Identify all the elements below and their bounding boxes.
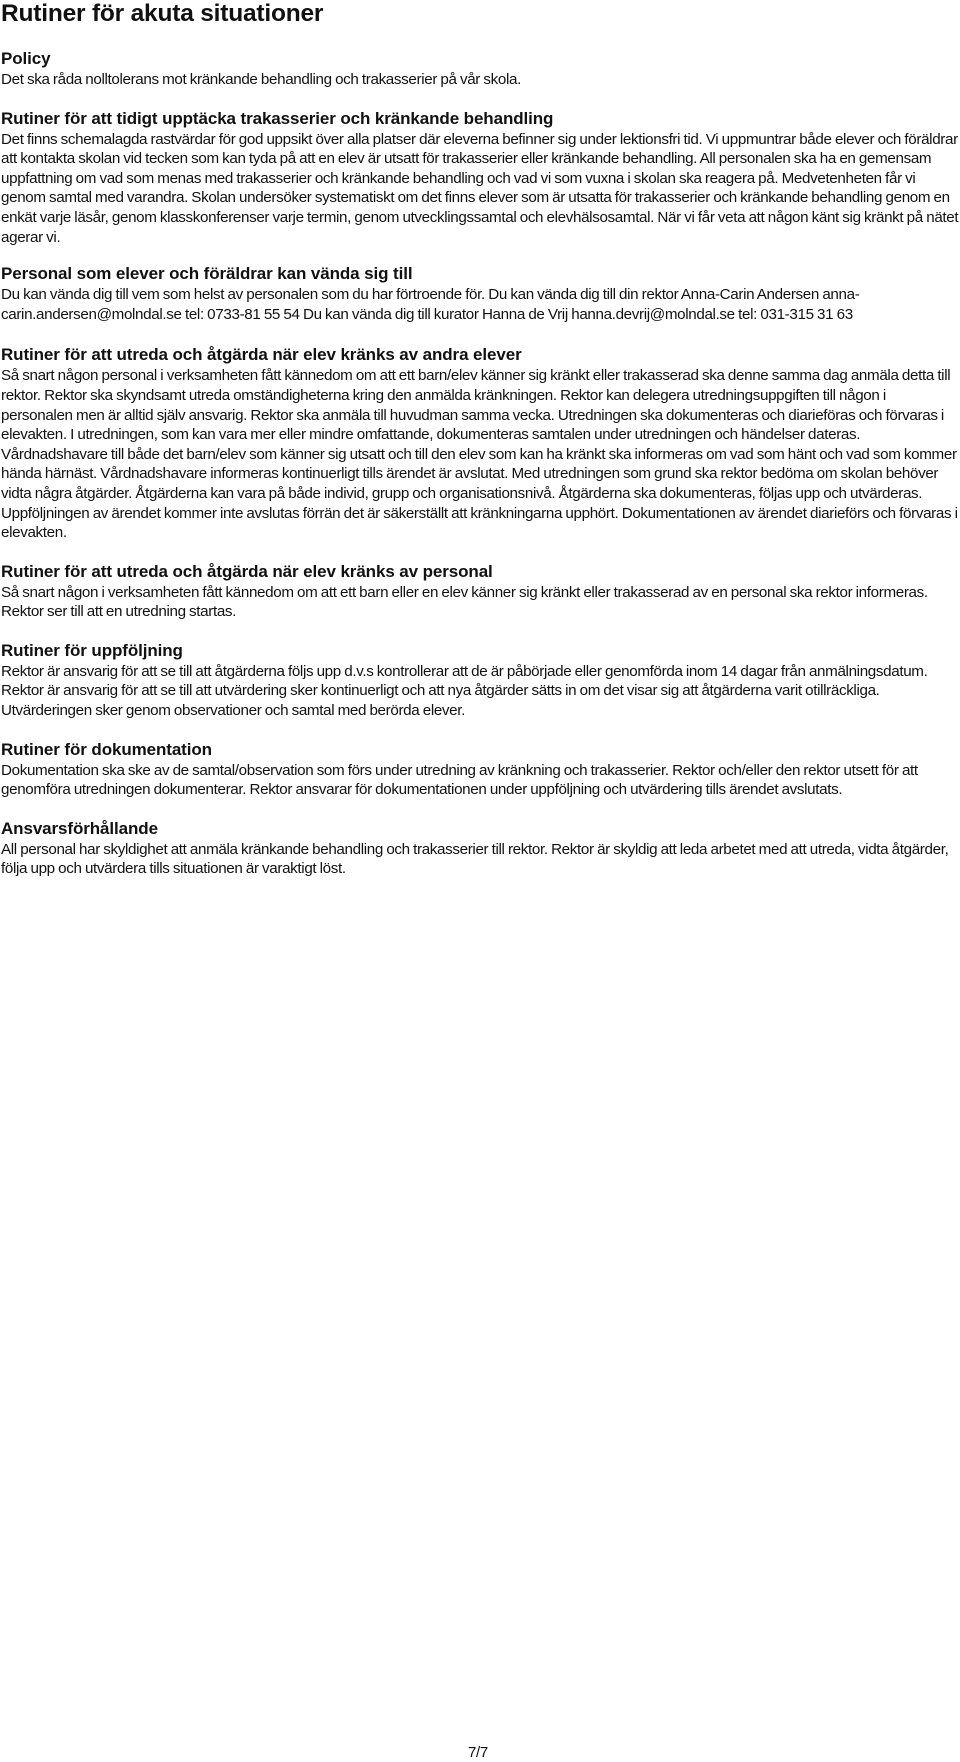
section-student-offended-by-students	[1, 324, 959, 542]
section-contact-staff	[1, 247, 959, 324]
section-body-follow-up: Rektor är ansvarig för att se till att åtgärderna följs upp d.v.s kontrollerar att de är påbörjade eller genomförda inom 14 dagar från anmälningsdatum. Rektor är ansvarig för att se till att utvärdering sker kontinuerligt och att nya åtgärder sätts in om det visar sig att åtgärderna varit otillräckliga. Utvärderingen sker genom observationer och samtal med berörda elever.	[1, 662, 928, 720]
section-body-policy: Det ska råda nolltolerans mot kränkande behandling och trakasserier på vår skola.	[1, 71, 521, 88]
section-heading-documentation: Rutiner för dokumentation	[1, 739, 212, 759]
section-body-contact-staff: Du kan vända dig till vem som helst av personalen som du har förtroende för. Du kan vända dig till din rektor Anna-Carin Andersen anna-carin.andersen@molndal.se tel: 0733-81 55 54 Du kan vända dig till kurator Hanna de Vrij hanna.devrij@molndal.se tel: 031-315 31 63	[1, 286, 860, 323]
section-follow-up	[1, 622, 959, 721]
section-documentation	[1, 721, 959, 800]
section-heading-follow-up: Rutiner för uppföljning	[1, 640, 183, 660]
section-policy	[1, 28, 959, 90]
section-body-early-detection: Det finns schemalagda rastvärdar för god uppsikt över alla platser där eleverna befinner sig under lektionsfri tid. Vi uppmuntrar både elever och föräldrar att kontakta skolan vid tecken som kan tyda på att en elev är utsatt för trakasserier eller kränkande behandling. All personalen ska ha en gemensam uppfattning om vad som menas med trakasserier och kränkande behandling och vad vi som vuxna i skolan ska reagera på. Medvetenheten får vi genom samtal med varandra. Skolan undersöker systematiskt om det finns elever som är utsatta för trakasserier och kränkande behandling genom en enkät varje läsår, genom klasskonferenser varje termin, genom utvecklingssamtal och elevhälsosamtal. När vi får veta att någon känt sig kränkt på nätet agerar vi.	[1, 130, 959, 246]
document-title: Rutiner för akuta situationer	[1, 0, 324, 27]
section-early-detection	[1, 90, 959, 248]
section-student-offended-by-staff	[1, 543, 959, 622]
section-heading-contact-staff: Personal som elever och föräldrar kan vända sig till	[1, 264, 413, 284]
section-body-documentation: Dokumentation ska ske av de samtal/observation som förs under utredning av kränkning och trakasserier. Rektor och/eller den rektor utsett för att genomföra utredningen dokumenterar. Rektor ansvarar för dokumentationen under uppföljning och utvärdering tills ärendet avslutats.	[1, 761, 918, 799]
section-heading-policy: Policy	[1, 49, 51, 68]
page-number: 7/7	[468, 1744, 488, 1761]
section-body-student-offended-by-students: Så snart någon personal i verksamheten fått kännedom om att ett barn/elev känner sig kränkt eller trakasserad ska denne samma dag anmäla detta till rektor. Rektor ska skyndsamt utreda omständigheterna kring den anmälda kränkningen. Rektor kan delegera utredningsuppgiften till någon i personalen men är alltid själv ansvarig. Rektor ska anmäla till huvudman samma vecka. Utredningen ska dokumenteras och diarieföras och förvaras i elevakten. I utredningen, som kan vara mer eller mindre omfattande, dokumenteras samtalen under utredningen och händelser dateras. Vårdnadshavare till både det barn/elev som känner sig utsatt och till den elev som kan ha kränkt ska informeras om vad som hänt och vad som kommer hända härnäst. Vårdnadshavare informeras kontinuerligt tills ärendet är avslutat. Med utredningen som grund ska rektor bedöma om skolan behöver vidta några åtgärder. Åtgärderna kan vara på både individ, grupp och organisationsnivå. Åtgärderna ska dokumenteras, följas upp och utvärderas. Uppföljningen av ärendet kommer inte avslutas förrän det är säkerställt att kränkningarna upphört. Dokumentationen av ärendet diarieförs och förvaras i elevakten.	[1, 367, 958, 542]
document-content	[0, 0, 959, 879]
section-heading-student-offended-by-staff: Rutiner för att utreda och åtgärda när elev kränks av personal	[1, 561, 493, 581]
section-heading-responsibility: Ansvarsförhållande	[1, 818, 158, 838]
section-body-responsibility: All personal har skyldighet att anmäla kränkande behandling och trakasserier till rektor. Rektor är skyldig att leda arbetet med att utreda, vidta åtgärder, följa upp och utvärdera tills situationen är varaktigt löst.	[1, 840, 949, 878]
section-heading-early-detection: Rutiner för att tidigt upptäcka trakasserier och kränkande behandling	[1, 108, 554, 128]
section-responsibility	[1, 800, 959, 879]
section-body-student-offended-by-staff: Så snart någon i verksamheten fått kännedom om att ett barn eller en elev känner sig kränkt eller trakasserad av en personal ska rektor informeras. Rektor ser till att en utredning startas.	[1, 583, 928, 621]
section-heading-student-offended-by-students: Rutiner för att utreda och åtgärda när elev kränks av andra elever	[1, 345, 522, 365]
